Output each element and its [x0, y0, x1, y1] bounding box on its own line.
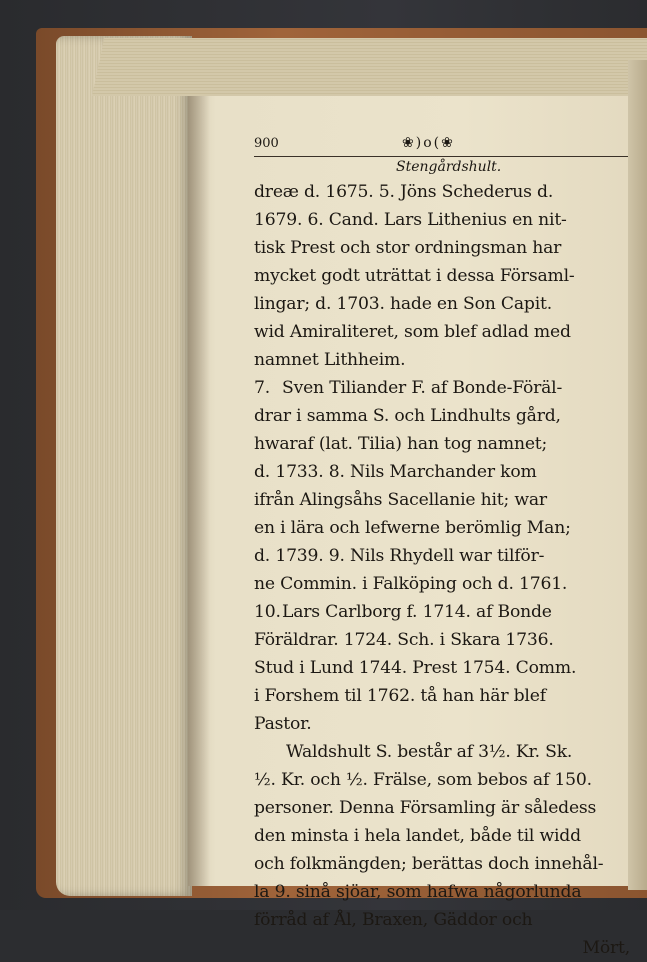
page-edges	[56, 36, 192, 896]
text-line: 1679. 6. Cand. Lars Lithenius en nit-	[254, 210, 567, 230]
text-line: personer. Denna Församling är såledess	[254, 798, 597, 818]
text-line: ifrån Alingsåhs Sacellanie hit; war	[254, 490, 547, 510]
entry-number: 10.	[254, 602, 281, 622]
catchword: Mört,	[582, 938, 630, 958]
entry-10	[254, 598, 636, 626]
text-line: tisk Prest och stor ordningsman har	[254, 238, 562, 258]
book-page	[188, 96, 647, 958]
text-line: och folkmängden; berättas doch innehål-	[254, 854, 604, 874]
text-line: lingar; d. 1703. hade en Son Capit.	[254, 294, 552, 314]
page-header	[254, 136, 644, 158]
gutter-shadow	[188, 96, 210, 886]
text-line: förråd af Ål, Braxen, Gäddor och	[254, 910, 533, 930]
text-line: d. 1739. 9. Nils Rhydell war tilför-	[254, 546, 545, 566]
text-line: namnet Lithheim.	[254, 350, 406, 370]
entry-7	[254, 374, 636, 402]
body-text	[254, 178, 636, 962]
text-line: Pastor.	[254, 714, 312, 734]
text-line: drar i samma S. och Lindhults gård,	[254, 406, 561, 426]
text-line: i Forshem til 1762. tå han här blef	[254, 686, 546, 706]
text-line: d. 1733. 8. Nils Marchander kom	[254, 462, 537, 482]
text-line: ½. Kr. och ½. Frälse, som bebos af 150.	[254, 770, 592, 790]
text-line: Lars Carlborg f. 1714. af Bonde	[282, 602, 552, 622]
text-line: Stud i Lund 1744. Prest 1754. Comm.	[254, 658, 577, 678]
text-line: Waldshult S. består af 3½. Kr. Sk.	[286, 742, 573, 762]
text-line: dreæ d. 1675. 5. Jöns Schederus d.	[254, 182, 554, 202]
text-line: la 9. sinå sjöar, som hafwa någorlunda	[254, 882, 582, 902]
page-top-edges	[92, 38, 647, 96]
header-ornament: ❀)o(❀	[402, 135, 455, 151]
text-line: ne Commin. i Falköping och d. 1761.	[254, 574, 568, 594]
text-line: en i lära och lefwerne berömlig Man;	[254, 518, 571, 538]
text-line: mycket godt uträttat i dessa Församl-	[254, 266, 575, 286]
text-line: hwaraf (lat. Tilia) han tog namnet;	[254, 434, 548, 454]
text-line: Föräldrar. 1724. Sch. i Skara 1736.	[254, 630, 554, 650]
running-title: Stengårdshult.	[396, 159, 502, 175]
facing-page-edge	[628, 60, 647, 890]
text-line: Sven Tiliander F. af Bonde-Föräl-	[282, 378, 563, 398]
page-number: 900	[254, 136, 279, 151]
text-line: wid Amiraliteret, som blef adlad med	[254, 322, 571, 342]
text-line: den minsta i hela landet, både til widd	[254, 826, 581, 846]
header-rule	[254, 156, 634, 157]
entry-number: 7.	[254, 378, 270, 398]
